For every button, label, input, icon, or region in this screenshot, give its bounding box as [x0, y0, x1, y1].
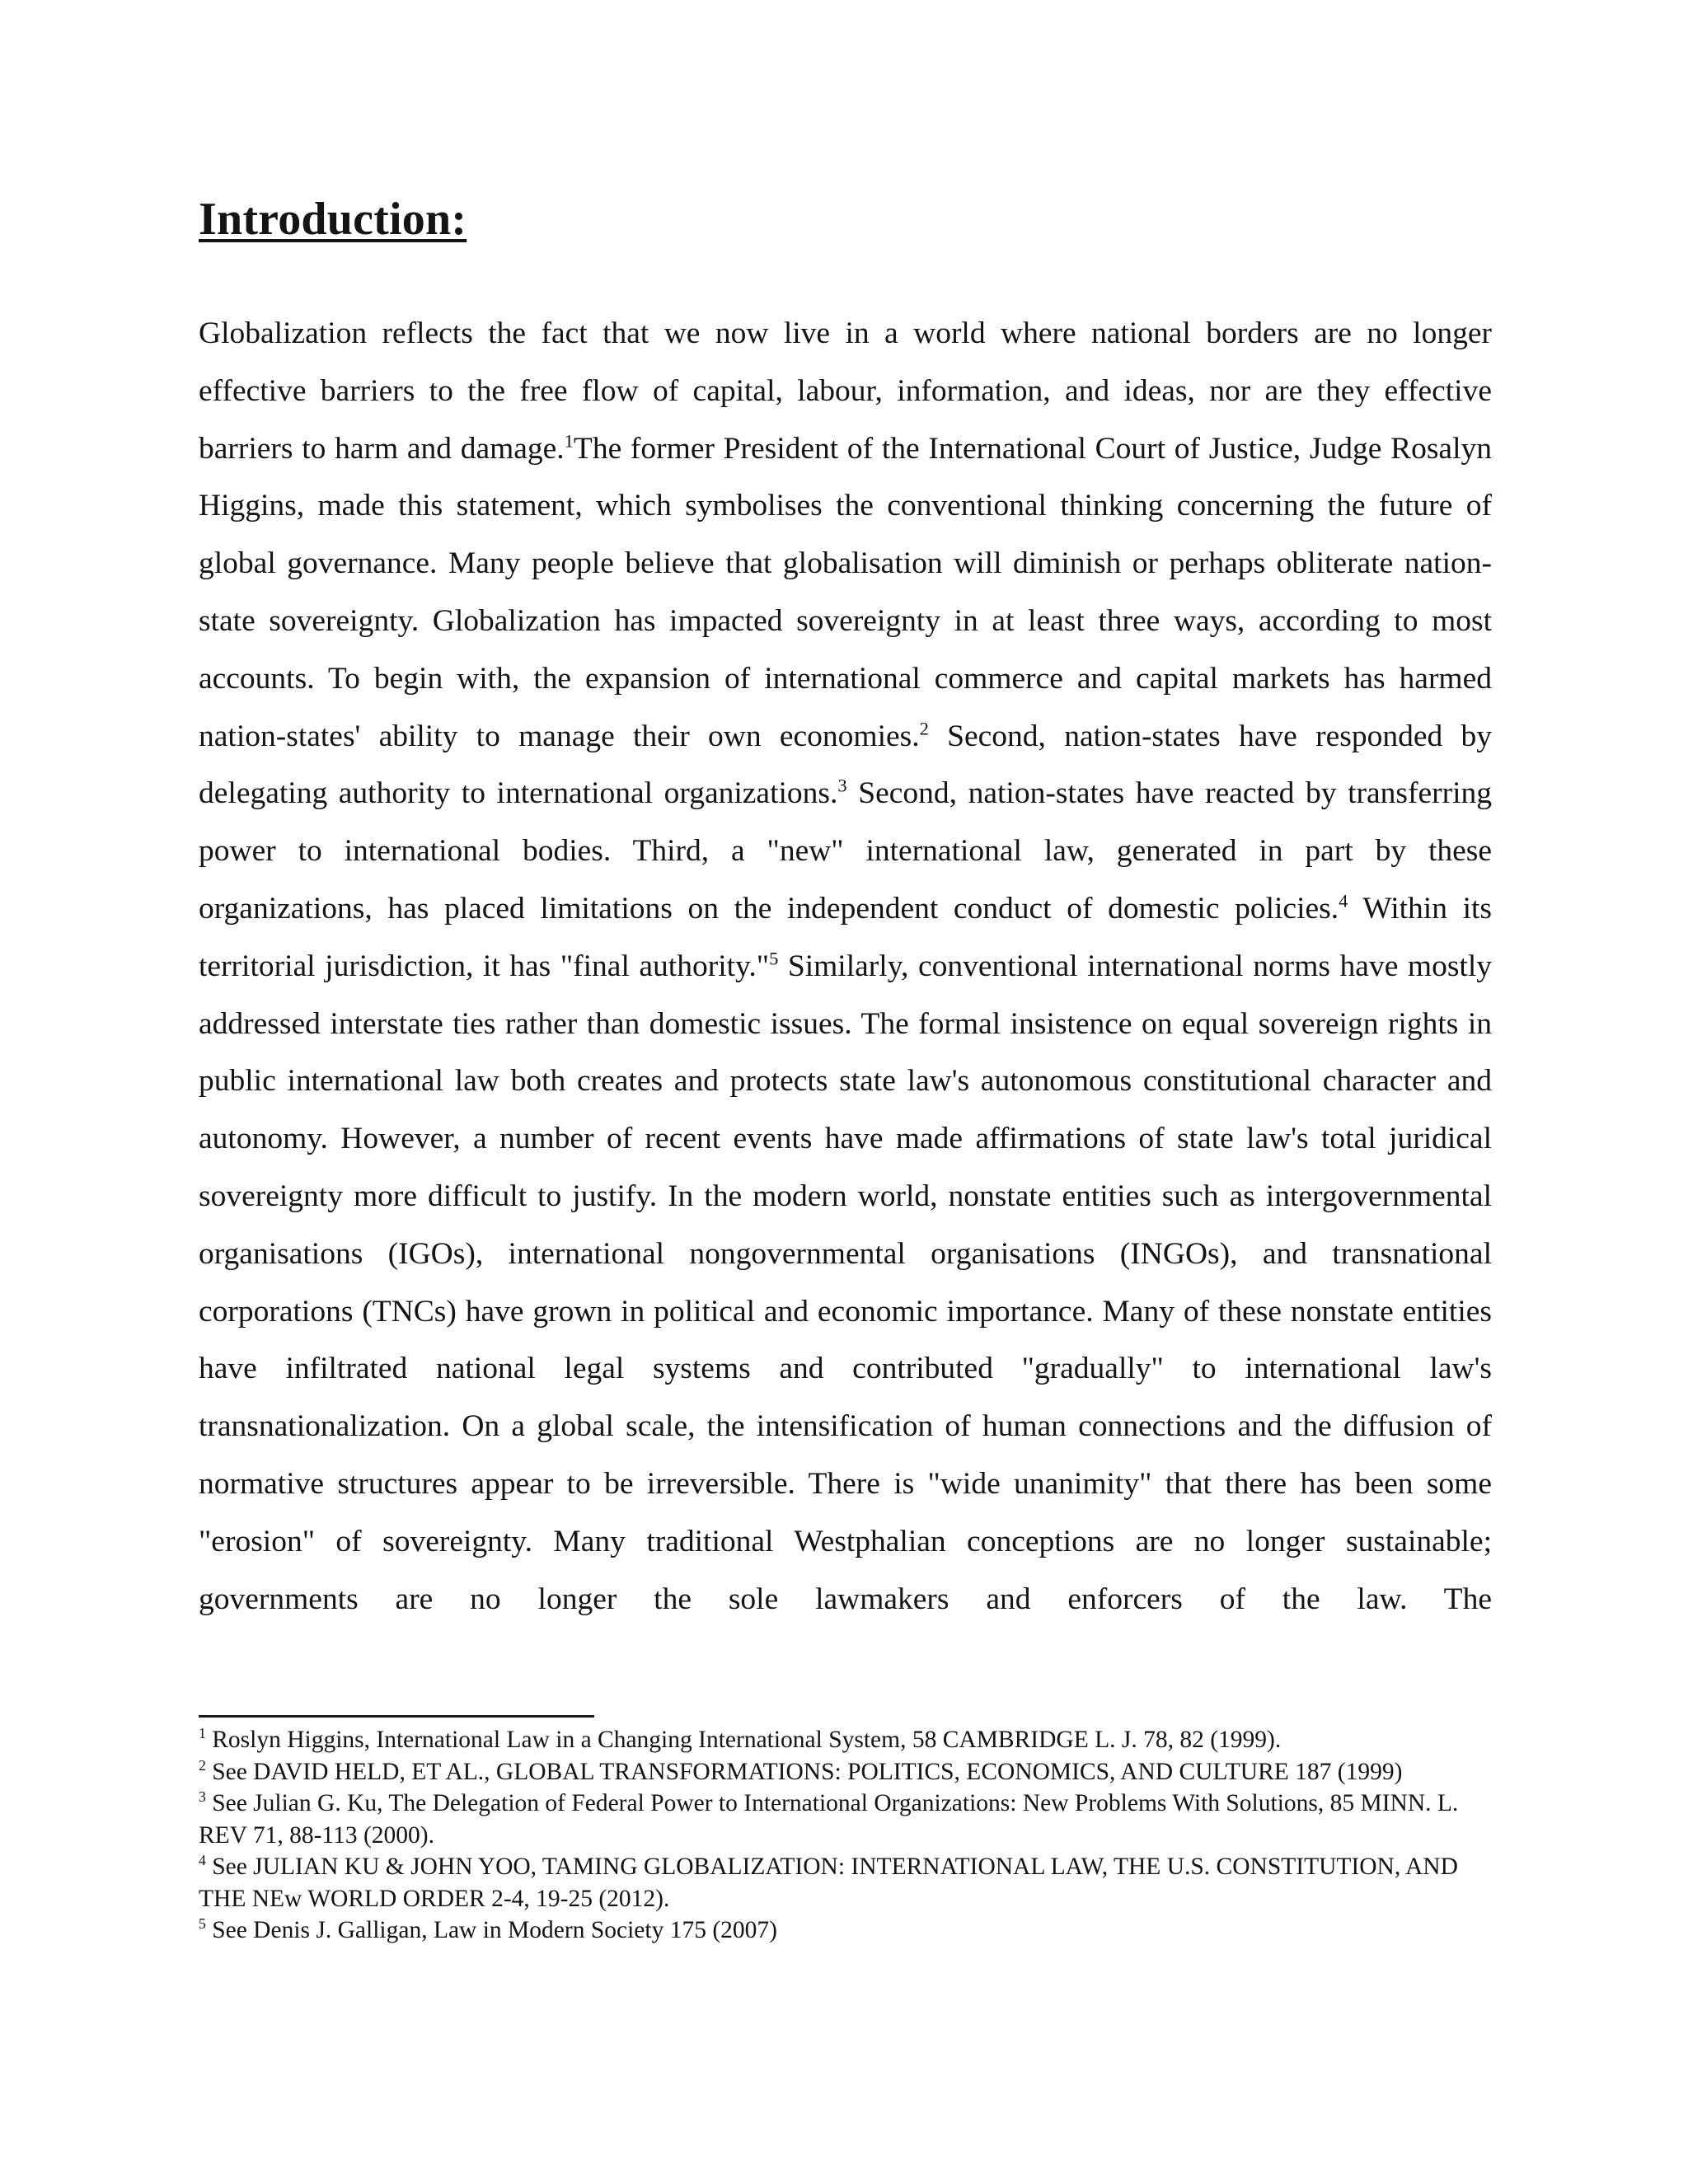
footnote-text: Roslyn Higgins, International Law in a Changing International System, 58 CAMBRIDGE L. J. 78, 82 (1999).: [205, 1727, 1282, 1753]
body-text-segment: Globalization reflects the fact that we now live in a world where national borders are no longer effective barriers to the free flow of capital, labour, information, and ideas, nor are they effective barriers to harm and damage.: [199, 316, 1492, 466]
footnote-text: See DAVID HELD, ET AL., GLOBAL TRANSFORMATIONS: POLITICS, ECONOMICS, AND CULTURE 187 (1999): [205, 1758, 1403, 1785]
footnote-number: 1: [199, 1725, 206, 1742]
footnote: [199, 1756, 1492, 1788]
footnote-number: 5: [199, 1915, 206, 1933]
footnote: [199, 1788, 1492, 1851]
body-text-segment: Similarly, conventional international norms have mostly addressed interstate ties rather than domestic issues. The formal insistence on equal sovereign rights in public international law both creates and protects state law's autonomous constitutional character and autonomy. However, a number of recent events have made affirmations of state law's total juridical sovereignty more difficult to justify. In the modern world, nonstate entities such as intergovernmental organisations (IGOs), international nongovernmental organisations (INGOs), and transnational corporations (TNCs) have grown in political and economic importance. Many of these nonstate entities have infiltrated national legal systems and contributed "gradually" to international law's transnationalization. On a global scale, the intensification of human connections and the diffusion of normative structures appear to be irreversible. There is "wide unanimity" that there has been some "erosion" of sovereignty. Many traditional Westphalian conceptions are no longer sustainable; governments are no longer the sole lawmakers and enforcers of the law. The: [199, 949, 1492, 1616]
section-heading: Introduction:: [199, 194, 467, 245]
footnote-ref[interactable]: 3: [837, 775, 847, 796]
body-text-segment: Second, nation-states have reacted by transferring power to international bodies. Third, a "new" international law, generated in part by these organizations, has placed limitations on the independent conduct of domestic policies.: [199, 776, 1492, 926]
footnote-ref[interactable]: 2: [919, 718, 929, 739]
body-text-segment: The former President of the International Court of Justice, Judge Rosalyn Higgins, made this statement, which symbolises the conventional thinking concerning the future of global governance. Many people believe that globalisation will diminish or perhaps obliterate nation-state sovereignty. Globalization has impacted sovereignty in at least three ways, according to most accounts. To begin with, the expansion of international commerce and capital markets has harmed nation-states' ability to manage their own economies.: [199, 431, 1492, 753]
footnote-separator: [199, 1715, 594, 1718]
footnote: [199, 1724, 1492, 1756]
footnote: [199, 1851, 1492, 1915]
footnote-ref[interactable]: 5: [769, 948, 779, 969]
footnote: [199, 1915, 1492, 1947]
footnote-ref[interactable]: 1: [564, 430, 574, 452]
footnote-text: See JULIAN KU & JOHN YOO, TAMING GLOBALIZATION: INTERNATIONAL LAW, THE U.S. CONSTITUTION, AND THE NEw WORLD ORDER 2-4, 19-25 (2012).: [199, 1854, 1458, 1912]
footnotes: [199, 1724, 1492, 1947]
footnote-text: See Julian G. Ku, The Delegation of Federal Power to International Organizations: New Problems With Solutions, 85 MINN. L. REV 71, 88-113 (2000).: [199, 1790, 1459, 1849]
footnote-number: 4: [199, 1852, 206, 1869]
footnote-ref[interactable]: 4: [1339, 890, 1348, 912]
footnote-number: 3: [199, 1788, 206, 1806]
footnote-text: See Denis J. Galligan, Law in Modern Society 175 (2007): [205, 1917, 777, 1943]
body-text-segment: Within its territorial jurisdiction, it has "final authority.": [199, 891, 1493, 983]
footnote-number: 2: [199, 1756, 206, 1774]
body-text-segment: Second, nation-states have responded by delegating authority to international organizations.: [199, 719, 1492, 811]
body-paragraph: [199, 305, 1492, 1628]
